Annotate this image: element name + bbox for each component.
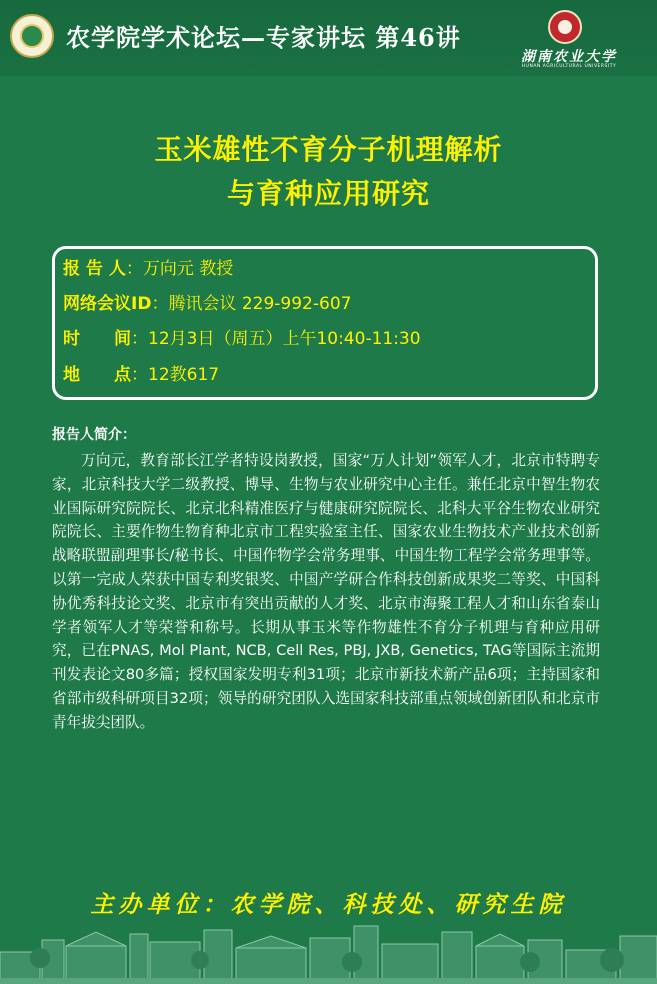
time-separator: ： xyxy=(131,329,148,349)
topic-line-1: 玉米雄性不育分子机理解析 xyxy=(154,133,503,166)
bio-heading: 报告人简介： xyxy=(52,427,136,443)
university-name: 湖南农业大学 xyxy=(521,49,617,65)
university-seal-icon xyxy=(548,10,582,44)
university-name-en: HUNAN AGRICULTURAL UNIVERSITY xyxy=(521,64,617,69)
forum-title: 农学院学术论坛—专家讲坛 第46讲 xyxy=(66,23,461,52)
meeting-separator: ： xyxy=(151,294,169,314)
reporter-row xyxy=(63,257,233,281)
lecture-topic xyxy=(0,128,657,216)
place-label: 地 点 xyxy=(63,365,131,385)
place-value: 12教617 xyxy=(148,365,220,385)
time-label: 时 间 xyxy=(63,329,131,349)
header-bar xyxy=(0,0,657,76)
meeting-value: 腾讯会议 229-992-607 xyxy=(168,294,352,314)
meeting-label: 网络会议ID xyxy=(63,294,152,314)
organizer-line: 主办单位：农学院、科技处、研究生院 xyxy=(90,891,567,918)
meeting-row xyxy=(63,292,351,316)
place-row xyxy=(63,363,219,387)
place-separator: ： xyxy=(131,365,148,385)
reporter-separator: ： xyxy=(125,259,143,279)
lecture-info-box xyxy=(52,246,598,400)
campus-skyline-icon xyxy=(0,912,657,984)
college-emblem-icon xyxy=(10,14,54,58)
topic-line-2: 与育种应用研究 xyxy=(226,177,430,210)
bio-paragraph: 万向元，教育部长江学者特设岗教授，国家“万人计划”领军人才，北京市特聘专家，北京科技大学二级教授、博导、生物与农业研究中心主任。兼任北京中智生物农业国际研究院院长、北京北科精准医疗与健康研究院院长、北科大平谷生物农业研究院院长、主要作物生物育种北京市工程实验室主任、国家农业生物技术产业技术创新战略联盟副理事长/秘书长、中国作物学会常务理事、中国生物工程学会常务理事等。以第一完成人荣获中国专利奖银奖、中国产学研合作科技创新成果奖二等奖、中国科协优秀科技论文奖、北京市有突出贡献的人才奖、北京市海聚工程人才和山东省泰山学者领军人才等荣誉和称号。长期从事玉米等作物雄性不育分子机理与育种应用研究，已在PNAS, Mol Plant, NCB, Cell Res, PBJ, JXB, Genetics, TAG等国际主流期刊发表论文80多篇；授权国家发明专利31项；北京市新技术新产品6项；主持国家和省部市级科研项目32项；领导的研究团队入选国家科技部重点领域创新团队和北京市青年拔尖团队。 xyxy=(52,452,600,731)
reporter-label: 报 告 人 xyxy=(63,259,126,279)
time-row xyxy=(63,327,421,351)
reporter-value: 万向元 教授 xyxy=(142,259,234,279)
time-value: 12月3日（周五）上午10:40-11:30 xyxy=(148,329,421,349)
